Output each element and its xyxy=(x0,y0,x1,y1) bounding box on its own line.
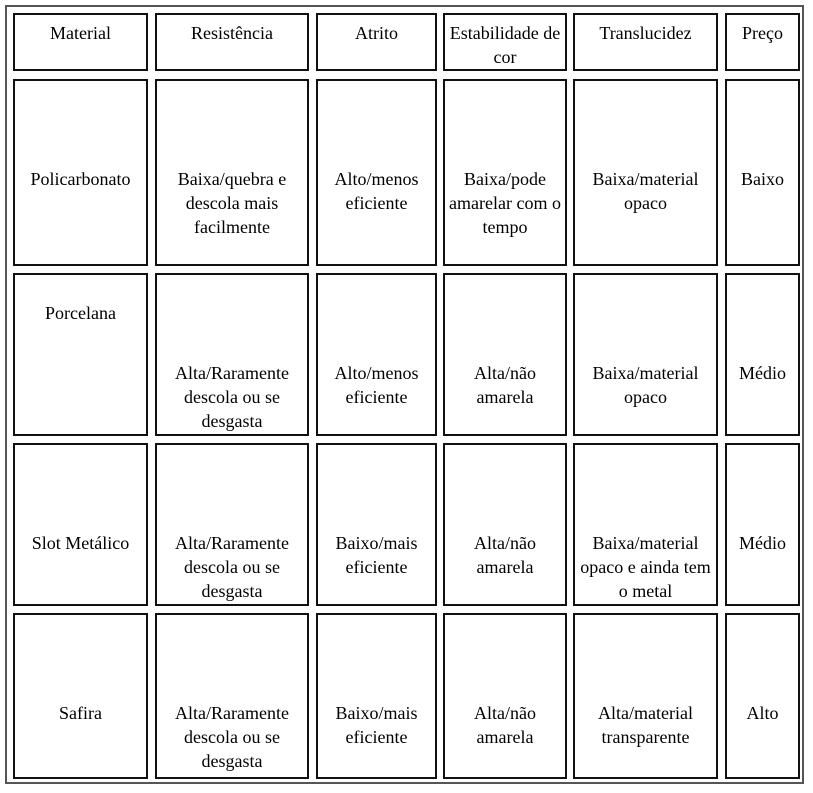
cell-text: Baixo/mais eficiente xyxy=(335,533,418,577)
header-cell-preco xyxy=(725,13,800,71)
cell-text: Baixo/mais eficiente xyxy=(335,703,418,747)
cell-text: Translucidez xyxy=(599,23,692,43)
cell-text: Preço xyxy=(742,23,783,43)
cell-text: Resistência xyxy=(191,23,273,43)
table-cell-resistencia xyxy=(155,443,309,606)
cell-text: Alta/não amarela xyxy=(474,533,536,577)
cell-text: Safira xyxy=(59,703,102,723)
table-cell-material xyxy=(13,79,148,266)
table-cell-atrito xyxy=(316,613,437,779)
cell-text: Alto/menos eficiente xyxy=(334,169,419,213)
table-cell-material xyxy=(13,613,148,779)
cell-text: Alta/Raramente descola ou se desgasta xyxy=(175,363,289,431)
table-cell-translucidez xyxy=(573,443,718,606)
header-cell-translucidez xyxy=(573,13,718,71)
table-cell-preco xyxy=(725,443,800,606)
cell-text: Baixa/quebra e descola mais facilmente xyxy=(177,169,287,237)
table-cell-atrito xyxy=(316,443,437,606)
cell-text: Porcelana xyxy=(45,303,116,323)
cell-text: Atrito xyxy=(355,23,398,43)
cell-text: Alta/não amarela xyxy=(474,703,536,747)
cell-text: Alto xyxy=(746,703,779,723)
table-cell-resistencia xyxy=(155,613,309,779)
table-cell-estabilidade-de-cor xyxy=(443,79,567,266)
table-cell-translucidez xyxy=(573,79,718,266)
cell-text: Material xyxy=(50,23,111,43)
table-cell-preco xyxy=(725,273,800,436)
cell-text: Baixa/material opaco xyxy=(592,363,699,407)
table-cell-atrito xyxy=(316,273,437,436)
header-cell-resistencia xyxy=(155,13,309,71)
header-cell-material xyxy=(13,13,148,71)
cell-text: Baixa/pode amarelar com o tempo xyxy=(449,169,561,237)
table-cell-resistencia xyxy=(155,79,309,266)
cell-text: Baixa/material opaco xyxy=(592,169,699,213)
cell-text: Alta/não amarela xyxy=(474,363,536,407)
table-cell-material xyxy=(13,443,148,606)
table-cell-material xyxy=(13,273,148,436)
table-cell-translucidez xyxy=(573,273,718,436)
cell-text: Estabilidade de cor xyxy=(449,23,561,67)
table-cell-translucidez xyxy=(573,613,718,779)
cell-text: Alta/Raramente descola ou se desgasta xyxy=(175,703,289,771)
cell-text: Slot Metálico xyxy=(31,533,130,553)
cell-text: Policarbonato xyxy=(30,169,131,189)
table-cell-resistencia xyxy=(155,273,309,436)
cell-text: Baixo xyxy=(741,169,784,189)
table-cell-atrito xyxy=(316,79,437,266)
table-cell-estabilidade-de-cor xyxy=(443,613,567,779)
table-cell-estabilidade-de-cor xyxy=(443,273,567,436)
table-cell-preco xyxy=(725,613,800,779)
cell-text: Alta/material transparente xyxy=(598,703,693,747)
cell-text: Médio xyxy=(739,533,786,553)
table-cell-estabilidade-de-cor xyxy=(443,443,567,606)
cell-text: Alta/Raramente descola ou se desgasta xyxy=(175,533,289,601)
header-cell-estabilidade-de-cor xyxy=(443,13,567,71)
header-cell-atrito xyxy=(316,13,437,71)
table-cell-preco xyxy=(725,79,800,266)
cell-text: Médio xyxy=(739,363,786,383)
cell-text: Alto/menos eficiente xyxy=(334,363,419,407)
cell-text: Baixa/material opaco e ainda tem o metal xyxy=(580,533,711,601)
